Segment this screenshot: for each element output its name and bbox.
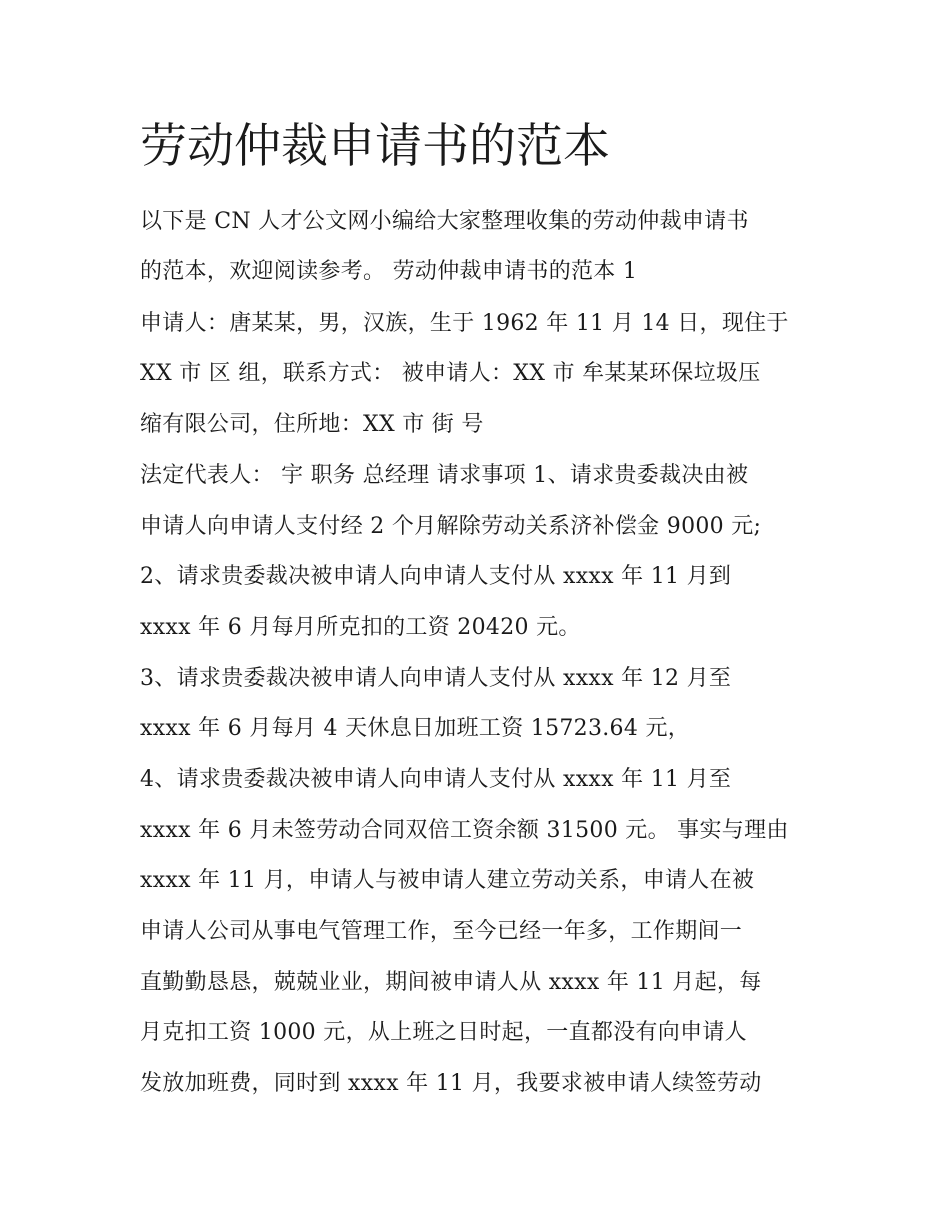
- body-line: xxxx 年 6 月未签劳动合同双倍工资余额 31500 元。 事实与理由: [140, 818, 789, 843]
- body-line: xxxx 年 6 月每月 4 天休息日加班工资 15723.64 元，: [140, 716, 691, 741]
- body-line: 申请人向申请人支付经 2 个月解除劳动关系济补偿金 9000 元;: [140, 514, 762, 539]
- body-line: xxxx 年 11 月，申请人与被申请人建立劳动关系，申请人在被: [140, 868, 755, 893]
- body-line: 4、请求贵委裁决被申请人向申请人支付从 xxxx 年 11 月至: [140, 767, 732, 792]
- body-line: XX 市 区 组，联系方式： 被申请人：XX 市 牟某某环保垃圾压: [140, 361, 761, 386]
- body-line: 缩有限公司，住所地：XX 市 街 号: [140, 412, 484, 437]
- body-line: xxxx 年 6 月每月所克扣的工资 20420 元。: [140, 615, 581, 640]
- body-line: 法定代表人： 宇 职务 总经理 请求事项 1、请求贵委裁决由被: [140, 463, 749, 488]
- body-line: 申请人公司从事电气管理工作，至今已经一年多，工作期间一: [140, 919, 743, 944]
- document-title: 劳动仲裁申请书的范本: [140, 119, 610, 174]
- body-line: 2、请求贵委裁决被申请人向申请人支付从 xxxx 年 11 月到: [140, 564, 732, 589]
- body-line: 直勤勤恳恳，兢兢业业，期间被申请人从 xxxx 年 11 月起，每: [140, 970, 762, 995]
- body-line: 申请人：唐某某，男，汉族，生于 1962 年 11 月 14 日，现住于: [140, 311, 789, 336]
- body-line: 3、请求贵委裁决被申请人向申请人支付从 xxxx 年 12 月至: [140, 666, 732, 691]
- body-line: 的范本，欢迎阅读参考。 劳动仲裁申请书的范本 1: [140, 259, 638, 284]
- body-line: 月克扣工资 1000 元，从上班之日时起，一直都没有向申请人: [140, 1020, 747, 1045]
- body-line: 发放加班费，同时到 xxxx 年 11 月，我要求被申请人续签劳动: [140, 1071, 762, 1096]
- body-line: 以下是 CN 人才公文网小编给大家整理收集的劳动仲裁申请书: [140, 209, 749, 234]
